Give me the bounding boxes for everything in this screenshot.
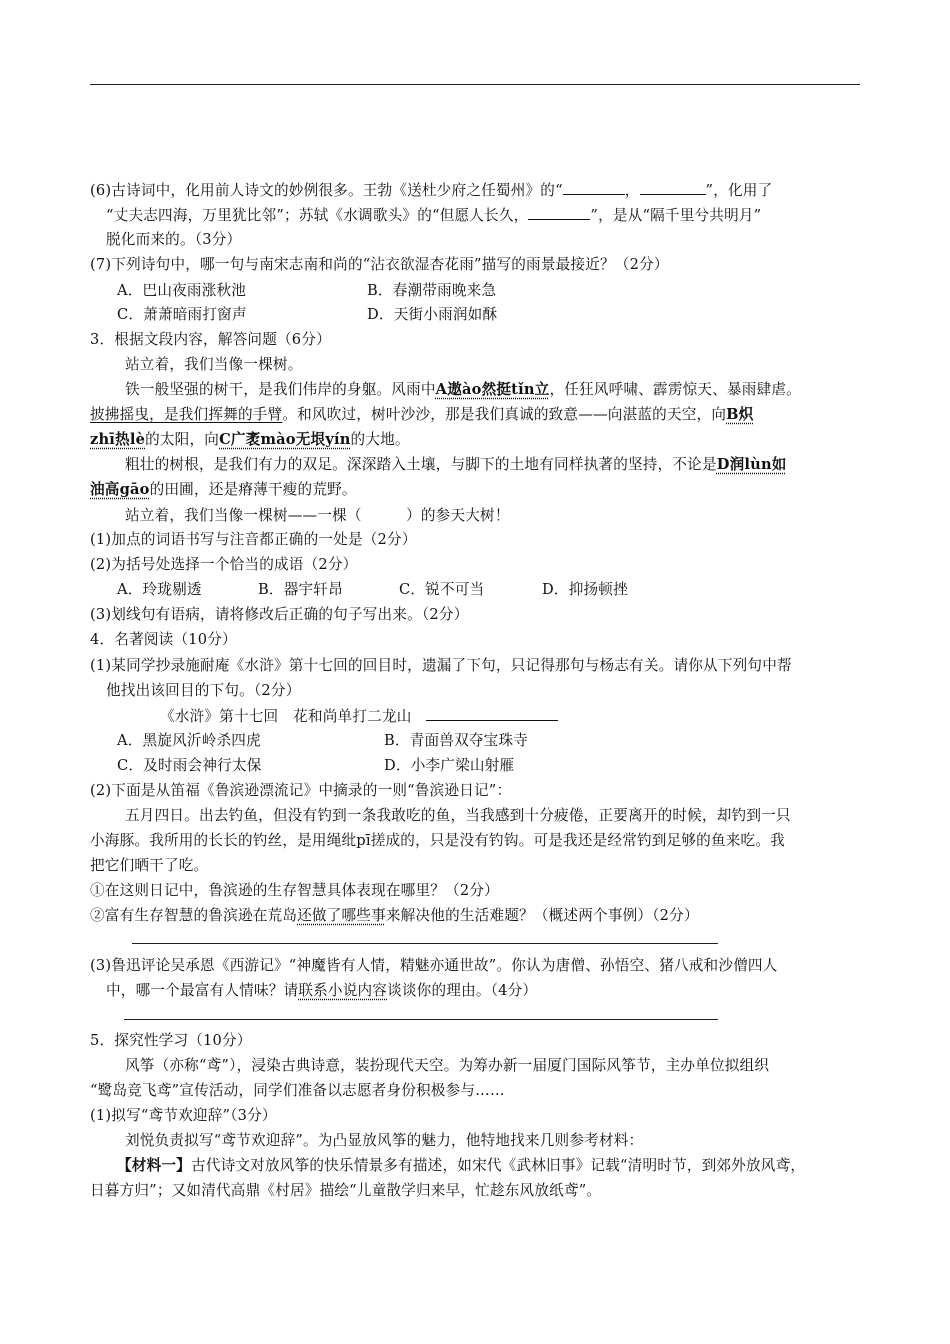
q5-material-1-label: 【材料一】 [117,1157,191,1174]
q3-sub2-option-d: D．抑扬顿挫 [542,581,628,598]
q4-sub3-line-2: 中，哪一个最富有人情味？请联系小说内容谈谈你的理由。（4分） [106,982,538,999]
q3-sub-1: (1)加点的词语书写与注音都正确的一处是（2分） [90,531,417,548]
q3-sub2-option-c: C．锐不可当 [399,581,485,598]
q3-dotted-b-start: B炽 [726,406,754,423]
q5-sub1-intro: 刘悦负责拟写“鸢节欢迎辞”。为凸显放风筝的魅力，他特地找来几则参考材料： [125,1132,644,1149]
q4-answer-line-2[interactable] [124,1019,718,1020]
q3-sub2-option-a: A．玲珑剔透 [117,581,202,598]
q7-stem: (7)下列诗句中，哪一句与南宋志南和尚的“沾衣欲湿杏花雨”描写的雨景最接近？（2分） [90,256,669,273]
q3-dotted-d-start: D润lùn如 [716,456,787,473]
q5-passage-2: “鹭岛竞飞鸢”宣传活动，同学们准备以志愿者身份积极参与…… [90,1082,505,1099]
q4-sub1-line-2: 他找出该回目的下句。（2分） [106,682,301,699]
q6-blank-3[interactable] [528,205,590,220]
q7-option-c: C．萧萧暗雨打窗声 [117,306,247,323]
q6-line-1: (6)古诗词中，化用前人诗文的妙例很多。王勃《送杜少府之任蜀州》的“ ， ”，化用了 [90,182,773,199]
q3-dotted-b-end: zhī热lè [90,431,146,448]
q4-dotted-phrase: 还做了哪些事 [297,907,386,924]
q3-passage-7: 站立着，我们当像一棵树——一棵（ ）的参天大树！ [125,507,510,524]
q4-option-b: B．青面兽双夺宝珠寺 [384,732,529,749]
q3-sub2-option-b: B．器宇轩昂 [258,581,343,598]
q5-passage-1: 风筝（亦称“鸢”），浸染古典诗意，装扮现代天空。为筹办新一届厦门国际风筝节，主办单位拟组织 [125,1057,770,1074]
q7-option-a: A．巴山夜雨涨秋池 [117,282,247,299]
q3-passage-3: 披拂摇曳，是我们挥舞的手臂。和风吹过，树叶沙沙，那是我们真诚的致意——向湛蓝的天空，向B炽 [90,406,754,423]
q3-sub-3: (3)划线句有语病，请将修改后正确的句子写出来。（2分） [90,606,469,623]
q3-underlined-sentence: 披拂摇曳，是我们挥舞的手臂 [90,406,283,423]
q3-dotted-d-end: 油高gāo [90,481,150,498]
q4-option-d: D．小李广梁山射雁 [384,757,515,774]
q3-sub-2: (2)为括号处选择一个恰当的成语（2分） [90,556,358,573]
q4-option-a: A．黑旋风沂岭杀四虎 [117,732,261,749]
q4-sub2-question-2: ②富有生存智慧的鲁滨逊在荒岛还做了哪些事来解决他的生活难题？（概述两个事例）（2分） [90,907,699,924]
q3-passage-1: 站立着，我们当像一棵树。 [125,356,303,373]
q4-diary-line-3: 把它们晒干了吃。 [90,857,209,874]
q4-answer-blank[interactable] [426,706,558,721]
q5-sub-1: (1)拟写“鸢节欢迎辞”（3分） [90,1107,277,1124]
q7-option-d: D．天街小雨润如酥 [367,306,498,323]
q4-sub2-intro: (2)下面是从笛福《鲁滨逊漂流记》中摘录的一则“鲁滨逊日记”： [90,782,512,799]
q3-passage-5: 粗壮的树根，是我们有力的双足。深深踏入土壤，与脚下的土地有同样执著的坚持，不论是D润lùn如 [125,456,787,473]
q4-answer-line-1[interactable] [132,943,718,944]
q4-chapter-title: 《水浒》第十七回 花和尚单打二龙山 [160,706,558,727]
q5-heading: 5．探究性学习（10分） [90,1032,252,1049]
q4-sub3-line-1: (3)鲁迅评论吴承恩《西游记》“神魔皆有人情，精魅亦通世故”。你认为唐僧、孙悟空、猪八戒和沙僧四人 [90,957,778,974]
q5-material-1-line-1: 【材料一】古代诗文对放风筝的快乐情景多有描述，如宋代《武林旧事》记载“清明时节，到郊外放风鸢， [117,1157,806,1174]
q4-heading: 4．名著阅读（10分） [90,631,237,648]
q4-sub1-line-1: (1)某同学抄录施耐庵《水浒》第十七回的回目时，遗漏了下句，只记得那句与杨志有关。请你从下列句中帮 [90,657,792,674]
q3-heading: 3．根据文段内容，解答问题（6分） [90,331,331,348]
q6-line-2: “丈夫志四海，万里犹比邻”；苏轼《水调歌头》的“但愿人长久， ”，是从“隔千里兮共明月” [106,207,762,224]
q5-material-1-line-2: 日暮方归”；又如清代高鼎《村居》描绘“儿童散学归来早，忙趁东风放纸鸢”。 [90,1182,602,1199]
q4-diary-line-2: 小海豚。我所用的长长的钓丝，是用绳纰pī搓成的，只是没有钓钩。可是我还是经常钓到足够的鱼来吃。我 [90,832,785,849]
q3-passage-4: zhī热lè的太阳，向C广袤mào无垠yín的大地。 [90,431,410,448]
q3-passage-2: 铁一般坚强的树干，是我们伟岸的身躯。风雨中A遨ào然挺tǐn立，任狂风呼啸、霹雳惊天、暴雨肆虐。 [125,381,801,398]
q6-blank-1[interactable] [563,180,625,195]
q4-option-c: C．及时雨会神行太保 [117,757,262,774]
q4-sub2-question-1: ①在这则日记中，鲁滨逊的生存智慧具体表现在哪里？（2分） [90,882,499,899]
q3-passage-6: 油高gāo的田圃，还是瘠薄干瘦的荒野。 [90,481,357,498]
q7-option-b: B．春潮带雨晚来急 [367,282,497,299]
header-rule [90,84,860,85]
q3-dotted-a: A遨ào然挺tǐn立 [435,381,550,398]
q4-diary-line-1: 五月四日。出去钓鱼，但没有钓到一条我敢吃的鱼，当我感到十分疲倦，正要离开的时候，却钓到一只 [125,807,791,824]
q6-blank-2[interactable] [640,180,706,195]
q3-dotted-c: C广袤mào无垠yín [219,431,351,448]
q6-line-3: 脱化而来的。（3分） [106,231,242,248]
q4-dotted-phrase-2: 联系小说内容 [298,982,388,999]
